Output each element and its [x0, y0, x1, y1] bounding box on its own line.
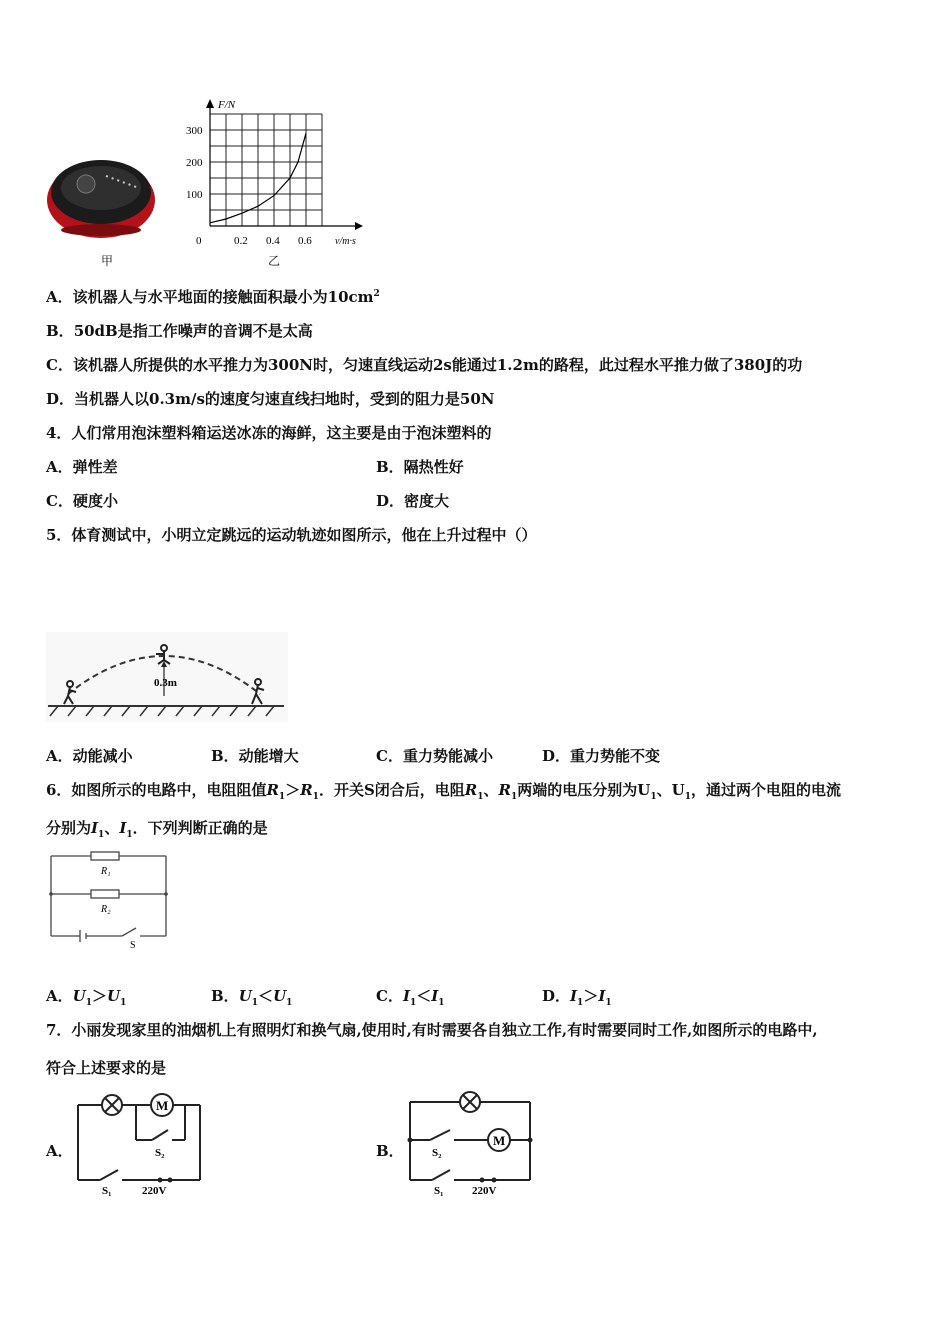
q5-option-c[interactable]: C．重力势能减小 [376, 747, 493, 765]
motor-m-label: M [156, 1098, 169, 1113]
q5-option-d[interactable]: D．重力势能不变 [542, 747, 661, 765]
circuit-option-b[interactable] [402, 1088, 542, 1200]
resistor-r1-label: R₁ [101, 866, 111, 877]
switch-s1-label: S₁ [102, 1185, 112, 1197]
q7-stem-line-2: 符合上述要求的是 [46, 1059, 167, 1077]
parallel-resistor-circuit [46, 848, 176, 952]
switch-s1-label: S₁ [434, 1185, 444, 1197]
q7-option-b-label[interactable]: B． [376, 1142, 404, 1160]
x-tick-label: 0 [196, 235, 202, 247]
resistor-r2-label: R₂ [101, 904, 111, 915]
q3-option-a[interactable]: A．该机器人与水平地面的接触面积最小为$10cm^2$ [46, 288, 380, 306]
q6-option-d[interactable]: D．$I_1>I_1$ [542, 987, 612, 1008]
q4-stem: 4．人们常用泡沫塑料箱运送冰冻的海鲜，这主要是由于泡沫塑料的 [46, 424, 492, 442]
y-tick-label: 300 [186, 125, 203, 137]
x-axis-label: v/m·s [335, 236, 356, 247]
voltage-label: 220V [472, 1185, 497, 1197]
q7-stem-line-1: 7．小丽发现家里的油烟机上有照明灯和换气扇,使用时,有时需要各自独立工作,有时需要同时工作,如图所示的电路中, [46, 1021, 818, 1039]
voltage-label: 220V [142, 1185, 167, 1197]
q3-option-b[interactable]: B．50dB是指工作噪声的音调不是太高 [46, 322, 313, 340]
force-velocity-chart [180, 96, 375, 256]
y-tick-label: 200 [186, 157, 203, 169]
q7-option-a-label[interactable]: A． [46, 1142, 73, 1160]
switch-s-label: S [130, 940, 136, 951]
q3-option-c[interactable]: C．该机器人所提供的水平推力为300N时，匀速直线运动2s能通过1.2m的路程，此过程水平推力做了380J的功 [46, 356, 803, 374]
motor-m-label: M [493, 1133, 506, 1148]
x-tick-label: 0.4 [266, 235, 280, 247]
q6-option-c[interactable]: C．$I_1<I_1$ [376, 987, 445, 1008]
q6-option-b[interactable]: B．$U_1<U_1$ [211, 987, 293, 1008]
x-tick-label: 0.2 [234, 235, 248, 247]
long-jump-figure [46, 632, 288, 722]
y-tick-label: 100 [186, 189, 203, 201]
figure-right-caption: 乙 [268, 254, 281, 268]
q6-option-a[interactable]: A．$U_1>U_1$ [46, 987, 127, 1008]
q4-option-c[interactable]: C．硬度小 [46, 492, 118, 510]
q4-option-d[interactable]: D．密度大 [376, 492, 450, 510]
circuit-option-a[interactable] [70, 1090, 210, 1200]
switch-s2-label: S₂ [432, 1147, 442, 1159]
q5-option-a[interactable]: A．动能减小 [46, 747, 133, 765]
y-axis-label: F/N [218, 99, 236, 111]
q5-stem: 5．体育测试中，小明立定跳远的运动轨迹如图所示，他在上升过程中（） [46, 526, 537, 544]
switch-s2-label: S₂ [155, 1147, 165, 1159]
q5-option-b[interactable]: B．动能增大 [211, 747, 299, 765]
figure-left-caption: 甲 [101, 254, 114, 268]
robot-vacuum-photo [44, 148, 159, 243]
q3-option-d[interactable]: D．当机器人以0.3m/s的速度匀速直线扫地时，受到的阻力是50N [46, 390, 495, 408]
q6-stem-line-2: 分别为$I_1$、$I_1$．下列判断正确的是 [46, 819, 268, 840]
q4-option-b[interactable]: B．隔热性好 [376, 458, 464, 476]
jump-height-label: 0.3m [154, 677, 177, 689]
x-tick-label: 0.6 [298, 235, 312, 247]
q4-option-a[interactable]: A．弹性差 [46, 458, 118, 476]
q6-stem-line-1: 6．如图所示的电路中，电阻阻值$R_1>R_1$．开关S闭合后，电阻$R_1$、$R_1$两端的电压分别为$U_1$、$U_1$，通过两个电阻的电流 [46, 781, 841, 802]
